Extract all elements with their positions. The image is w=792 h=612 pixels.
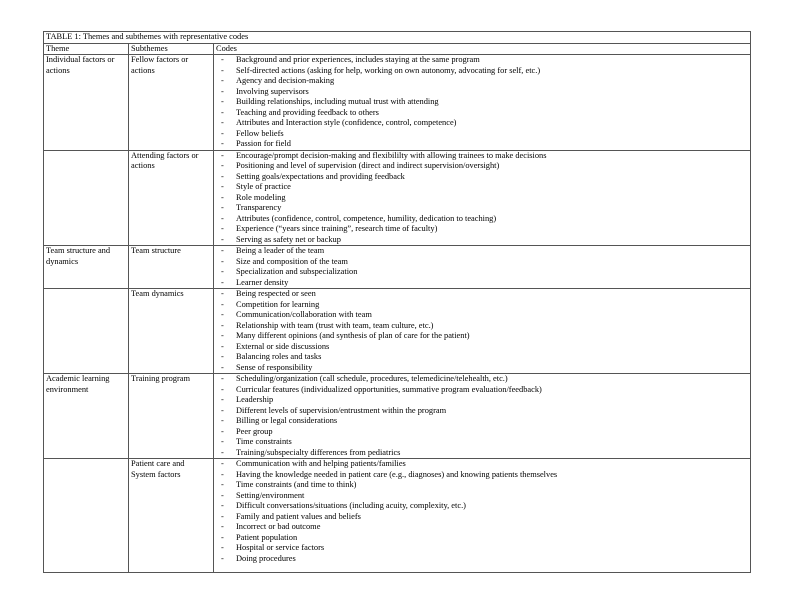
code-item: - Leadership xyxy=(216,395,748,406)
code-item: - Learner density xyxy=(216,278,748,289)
theme-cell: Academic learning environment xyxy=(44,374,129,459)
code-item: - Teaching and providing feedback to others xyxy=(216,108,748,119)
code-item: - Setting goals/expectations and providing feedback xyxy=(216,172,748,183)
subtheme-cell: Patient care and System factors xyxy=(129,459,214,573)
header-codes: Codes xyxy=(214,43,751,55)
code-item: - Peer group xyxy=(216,427,748,438)
code-item: - Time constraints (and time to think) xyxy=(216,480,748,491)
codes-list xyxy=(216,55,748,150)
table-caption: TABLE 1: Themes and subthemes with representative codes xyxy=(44,32,751,44)
code-item: - Positioning and level of supervision (direct and indirect supervision/oversight) xyxy=(216,161,748,172)
header-subthemes: Subthemes xyxy=(129,43,214,55)
code-item: - Transparency xyxy=(216,203,748,214)
code-item: - Different levels of supervision/entrustment within the program xyxy=(216,406,748,417)
table-row xyxy=(44,459,751,573)
codes-cell xyxy=(214,55,751,151)
table-row xyxy=(44,150,751,246)
code-item: - Hospital or service factors xyxy=(216,543,748,554)
table-body xyxy=(44,32,751,573)
code-item: - Sense of responsibility xyxy=(216,363,748,374)
code-item: - Agency and decision-making xyxy=(216,76,748,87)
code-item: - Balancing roles and tasks xyxy=(216,352,748,363)
subtheme-cell: Attending factors or actions xyxy=(129,150,214,246)
codes-list xyxy=(216,151,748,246)
table-row xyxy=(44,246,751,289)
codes-cell xyxy=(214,289,751,374)
code-item: - Curricular features (individualized opportunities, summative program evaluation/feedback) xyxy=(216,385,748,396)
theme-cell xyxy=(44,150,129,246)
codes-cell xyxy=(214,459,751,573)
code-item: - Doing procedures xyxy=(216,554,748,565)
code-item: - Family and patient values and beliefs xyxy=(216,512,748,523)
code-item: - Building relationships, including mutual trust with attending xyxy=(216,97,748,108)
subtheme-cell: Team dynamics xyxy=(129,289,214,374)
code-item: - External or side discussions xyxy=(216,342,748,353)
code-item: - Fellow beliefs xyxy=(216,129,748,140)
code-item: - Style of practice xyxy=(216,182,748,193)
code-item: - Scheduling/organization (call schedule, procedures, telemedicine/telehealth, etc.) xyxy=(216,374,748,385)
theme-cell xyxy=(44,459,129,573)
codes-list xyxy=(216,374,748,458)
code-item: - Serving as safety net or backup xyxy=(216,235,748,246)
codes-cell xyxy=(214,150,751,246)
code-item: - Patient population xyxy=(216,533,748,544)
theme-cell: Team structure and dynamics xyxy=(44,246,129,289)
code-item: - Setting/environment xyxy=(216,491,748,502)
code-item: - Role modeling xyxy=(216,193,748,204)
code-item: - Billing or legal considerations xyxy=(216,416,748,427)
subtheme-cell: Fellow factors or actions xyxy=(129,55,214,151)
code-item: - Many different opinions (and synthesis of plan of care for the patient) xyxy=(216,331,748,342)
code-item: - Background and prior experiences, includes staying at the same program xyxy=(216,55,748,66)
header-row xyxy=(44,43,751,55)
table-row xyxy=(44,55,751,151)
code-item: - Competition for learning xyxy=(216,300,748,311)
code-item: - Incorrect or bad outcome xyxy=(216,522,748,533)
code-item: - Difficult conversations/situations (including acuity, complexity, etc.) xyxy=(216,501,748,512)
subtheme-cell: Team structure xyxy=(129,246,214,289)
code-item: - Involving supervisors xyxy=(216,87,748,98)
caption-row xyxy=(44,32,751,44)
code-item: - Being a leader of the team xyxy=(216,246,748,257)
code-item: - Communication with and helping patients/families xyxy=(216,459,748,470)
code-item: - Self-directed actions (asking for help, working on own autonomy, advocating for self, etc.) xyxy=(216,66,748,77)
code-item: - Being respected or seen xyxy=(216,289,748,300)
code-item: - Experience (“years since training”, research time of faculty) xyxy=(216,224,748,235)
theme-cell xyxy=(44,289,129,374)
codes-cell xyxy=(214,374,751,459)
code-item: - Size and composition of the team xyxy=(216,257,748,268)
code-item: - Passion for field xyxy=(216,139,748,150)
header-theme: Theme xyxy=(44,43,129,55)
code-item: - Attributes (confidence, control, competence, humility, dedication to teaching) xyxy=(216,214,748,225)
code-item: - Specialization and subspecialization xyxy=(216,267,748,278)
code-item: - Communication/collaboration with team xyxy=(216,310,748,321)
code-item: - Attributes and Interaction style (confidence, control, competence) xyxy=(216,118,748,129)
theme-cell: Individual factors or actions xyxy=(44,55,129,151)
codes-cell xyxy=(214,246,751,289)
codes-list xyxy=(216,459,748,564)
table-row xyxy=(44,374,751,459)
table-row xyxy=(44,289,751,374)
themes-table xyxy=(43,31,751,573)
code-item: - Relationship with team (trust with team, team culture, etc.) xyxy=(216,321,748,332)
code-item: - Time constraints xyxy=(216,437,748,448)
codes-list xyxy=(216,246,748,288)
subtheme-cell: Training program xyxy=(129,374,214,459)
codes-list xyxy=(216,289,748,373)
code-item: - Encourage/prompt decision-making and flexibililty with allowing trainees to make decisions xyxy=(216,151,748,162)
code-item: - Training/subspecialty differences from pediatrics xyxy=(216,448,748,459)
code-item: - Having the knowledge needed in patient care (e.g., diagnoses) and knowing patients themselves xyxy=(216,470,748,481)
